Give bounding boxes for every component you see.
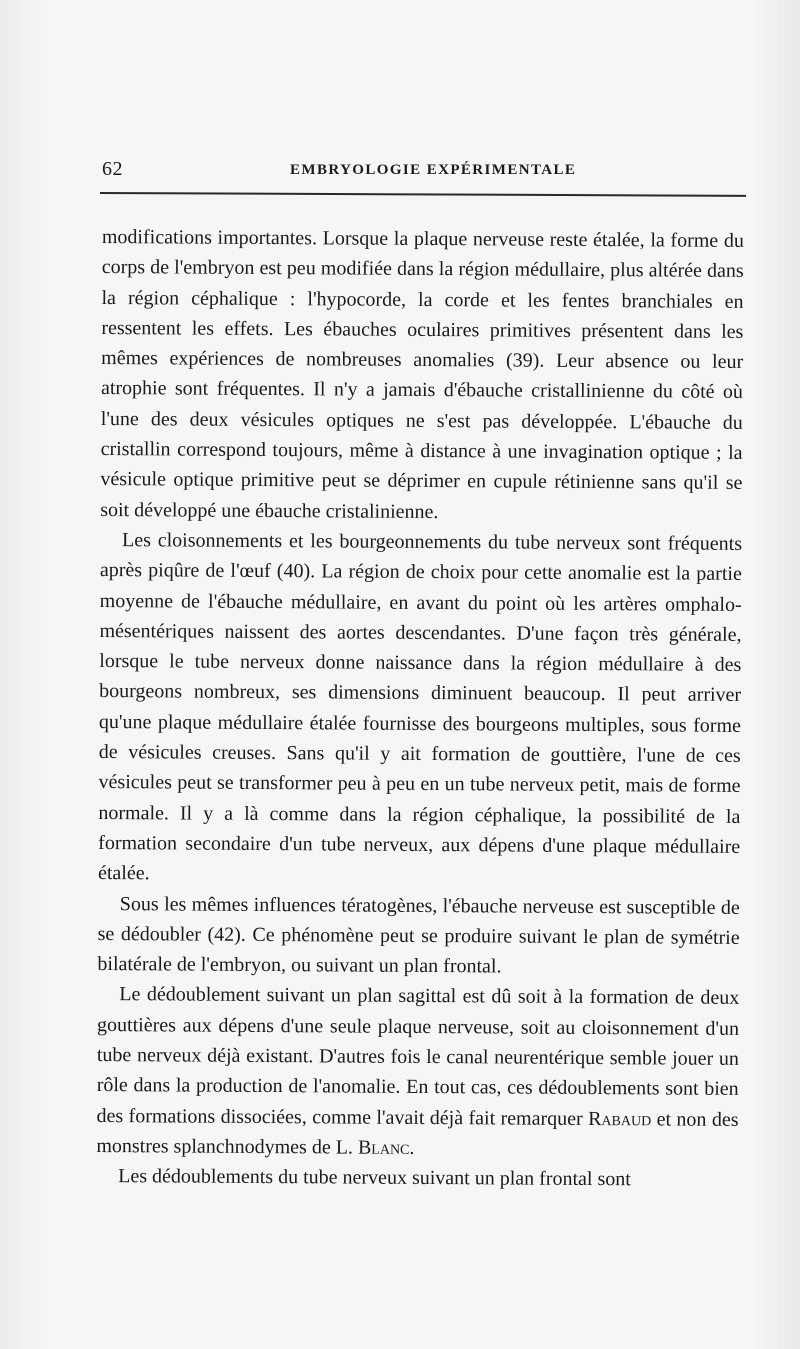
paragraph-4 bbox=[96, 979, 739, 1165]
paragraph-3: Sous les mêmes influences tératogènes, l'ébauche nerveuse est susceptible de se dédoubler (42). Ce phénomène peut se produire suivant le plan de symétrie bilatérale de l'embryon, ou suivant un plan frontal. bbox=[97, 892, 740, 978]
author-name-rabaud: Rabaud bbox=[588, 1107, 652, 1130]
header-rule bbox=[100, 192, 746, 197]
paragraph-5: Les dédoublements du tube nerveux suivant un plan frontal sont bbox=[118, 1165, 631, 1191]
running-head bbox=[102, 158, 742, 184]
page-number: 62 bbox=[102, 158, 123, 180]
paragraph-1: modifications importantes. Lorsque la plaque nerveuse reste étalée, la forme du corps de l'embryon est peu modifiée dans la région médullaire, plus altérée dans la région céphalique : l'hypocorde, la corde et les fentes branchiales en ressentent les effets. Les ébauches oculaires primitives présentent dans les mêmes expériences de nombreuses anomalies (39). Leur absence ou leur atrophie sont fréquentes. Il n'y a jamais d'ébauche cristallinienne du côté où l'une des deux vésicules optiques ne s'est pas développée. L'ébauche du cristallin correspond toujours, même à distance à une invagination optique ; la vésicule optique primitive peut se déprimer en cupule rétinienne sans qu'il se soit développé une ébauche cristalinienne. bbox=[100, 225, 744, 523]
body-text bbox=[96, 222, 744, 1195]
paragraph-4-text-before: Le dédoublement suivant un plan sagittal est dû soit à la formation de deux gouttières aux dépens d'une seule plaque nerveuse, soit au cloisonnement d'un tube nerveux déjà existant. D'autres fois le canal neurentérique semble jouer un rôle dans la production de l'anomalie. En tout cas, ces dédoublements sont bien des formations dissociées, comme l'avait déjà fait remarquer bbox=[96, 983, 740, 1130]
paragraph-4-text-middle: et non des monstres splanchnodymes de L. bbox=[96, 1107, 739, 1159]
paragraph-2: Les cloisonnements et les bourgeonnements du tube nerveux sont fréquents après piqûre de l'œuf (40). La région de choix pour cette anomalie est la partie moyenne de l'ébauche médullaire, en avant du point où les artères omphalo-mésentériques naissent des aortes descendantes. D'une façon très générale, lorsque le tube nerveux donne naissance dans la région médullaire à des bourgeons nombreux, ses dimensions diminuent beaucoup. Il peut arriver qu'une plaque médullaire étalée fournisse des bourgeons multiples, sous forme de vésicules creuses. Sans qu'il y ait formation de gouttière, l'une de ces vésicules peut se transformer peu à peu en un tube nerveux petit, mais de forme normale. Il y a là comme dans la région céphalique, la possibilité de la formation secondaire d'un tube nerveux, aux dépens d'une plaque médullaire étalée. bbox=[97, 529, 743, 885]
paragraph-4-text-after: . bbox=[409, 1136, 415, 1159]
author-name-blanc: Blanc bbox=[357, 1136, 410, 1159]
running-title: EMBRYOLOGIE EXPÉRIMENTALE bbox=[290, 162, 577, 178]
